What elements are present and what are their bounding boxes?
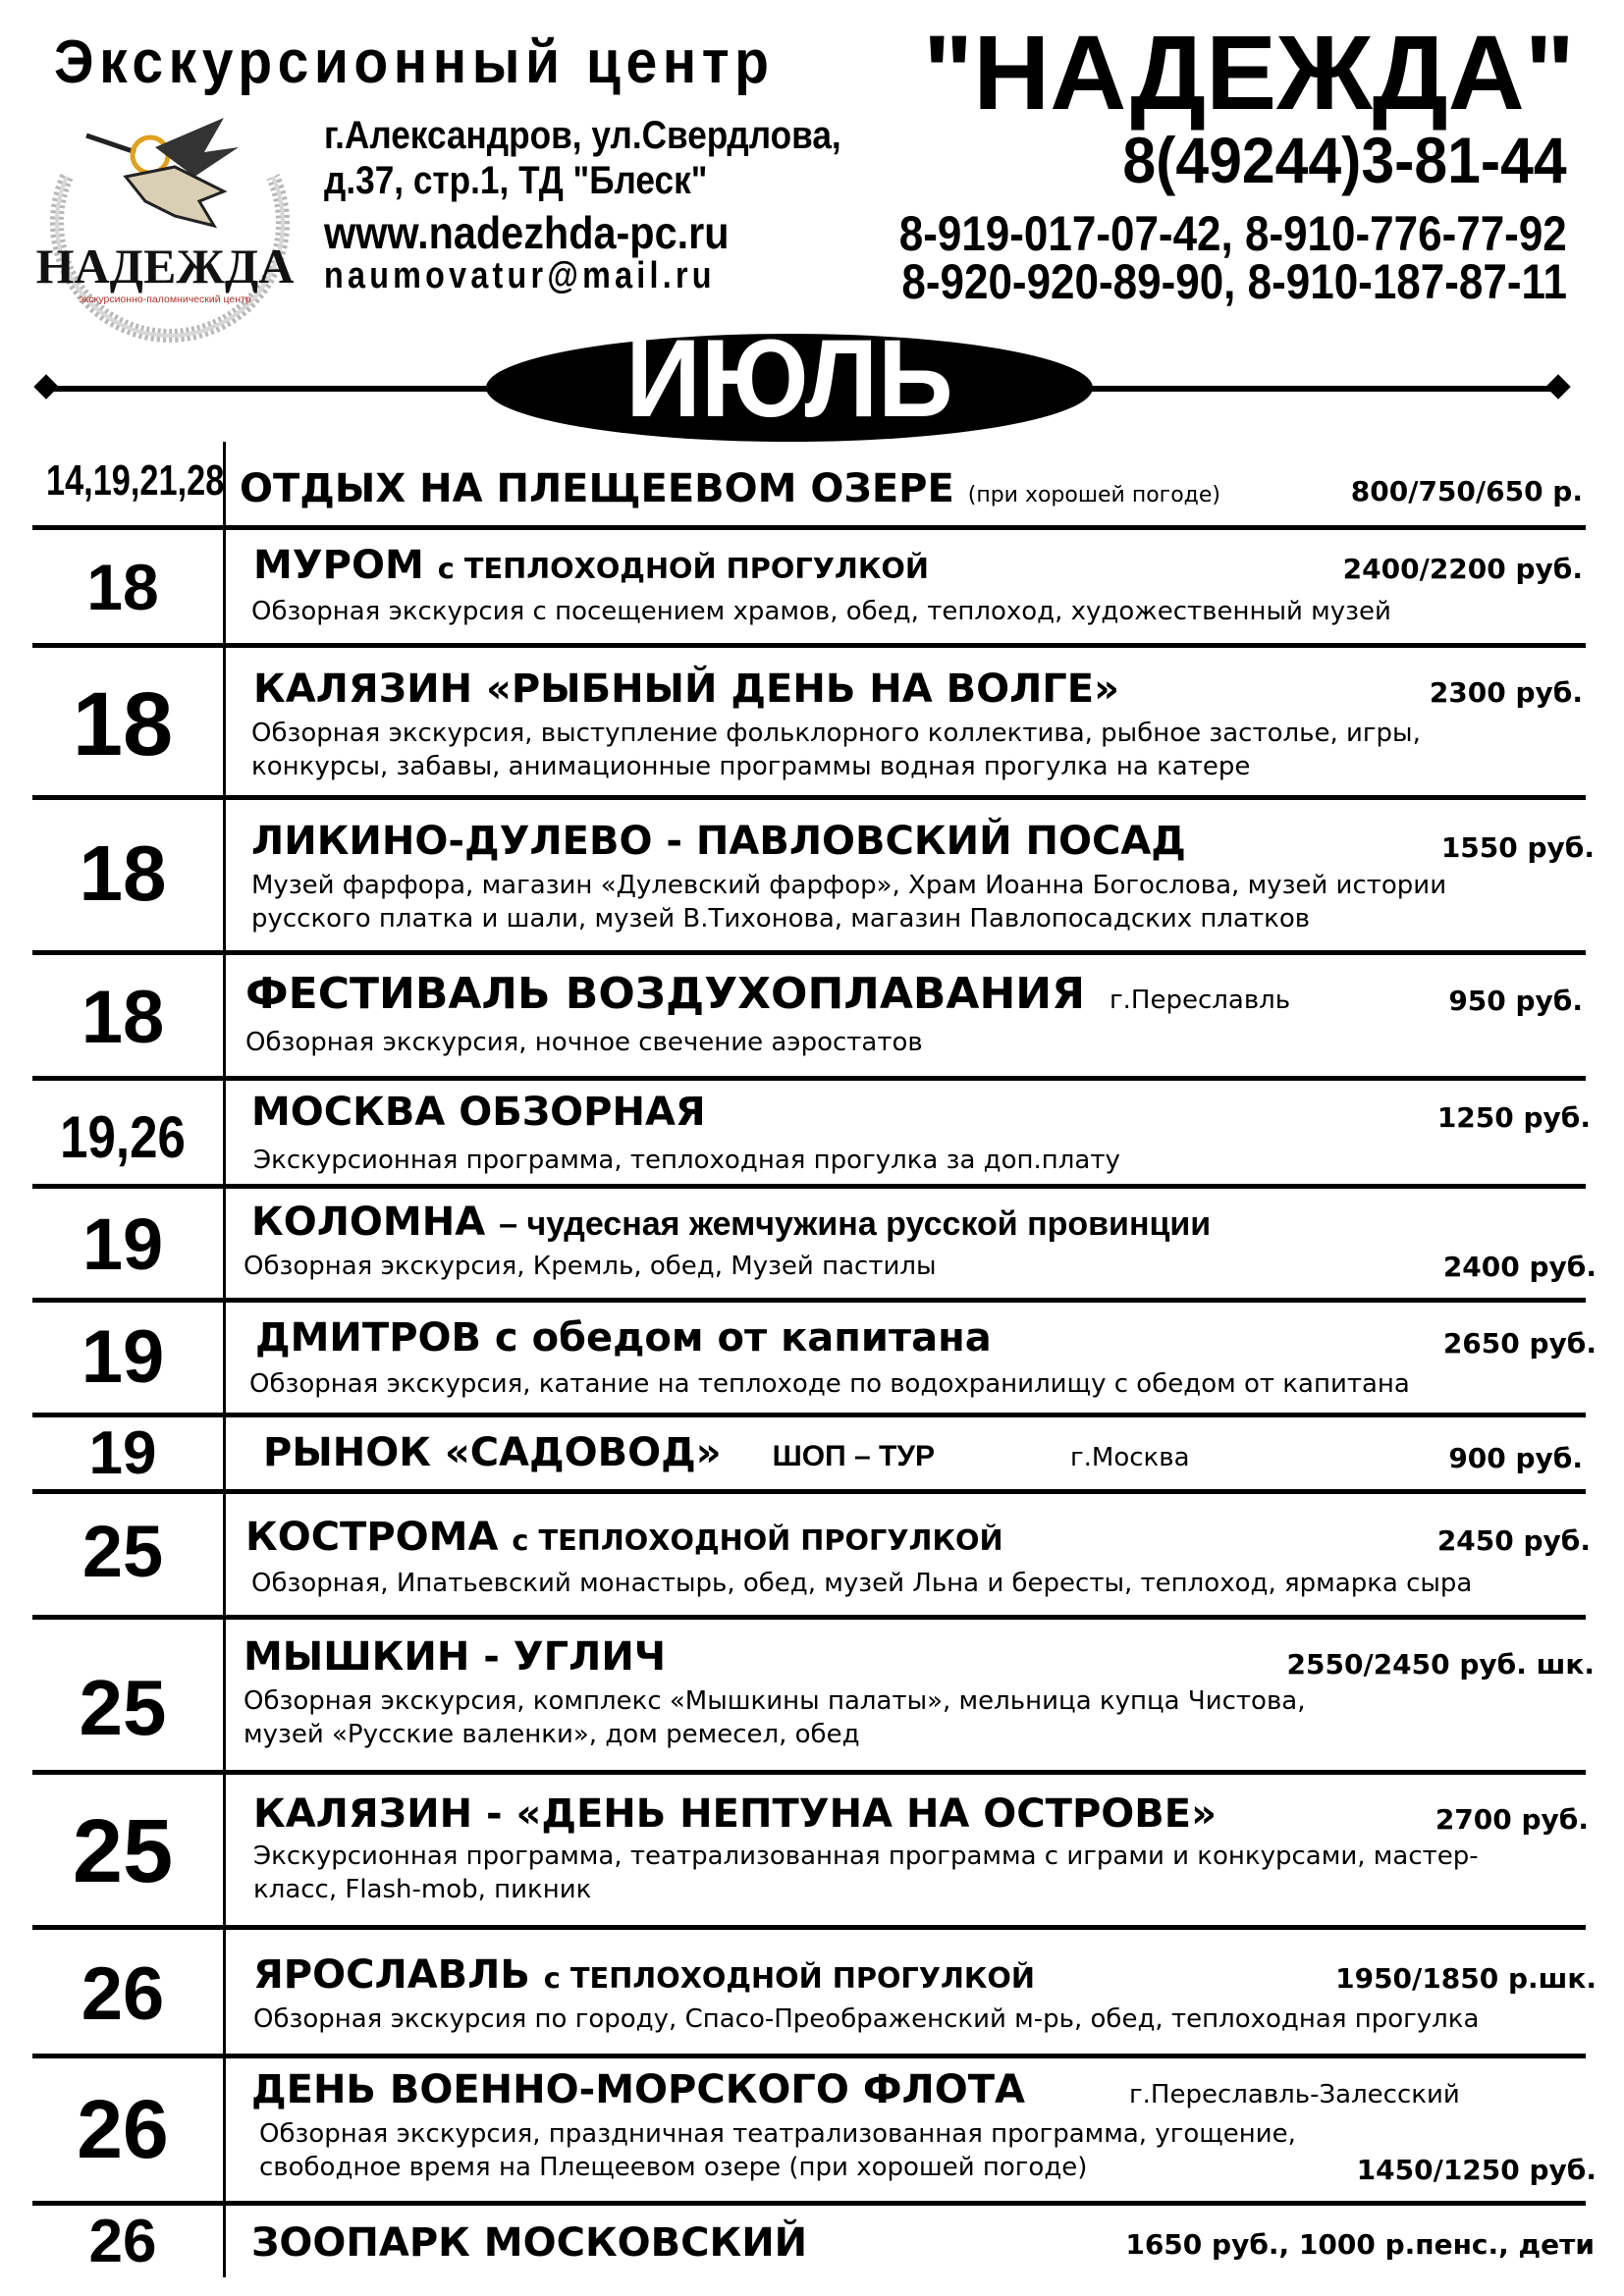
desc-line: Обзорная экскурсия, Кремль, обед, Музей пастилы	[244, 1252, 937, 1281]
tour-description	[251, 595, 1391, 628]
tour-place: г.Переславль-Залесский	[1129, 2080, 1460, 2109]
trumpet-icon	[86, 135, 135, 152]
tour-row	[0, 2206, 1624, 2279]
tour-price: 1950/1850 р.шк.	[1335, 1962, 1597, 1995]
tour-row	[0, 2058, 1624, 2201]
tour-row	[0, 800, 1624, 950]
phones-line-1: 8-919-017-07-42, 8-910-776-77-92	[898, 206, 1567, 261]
tour-title-text: КОСТРОМА	[245, 1515, 499, 1560]
arrow-right-icon	[1545, 374, 1570, 399]
tour-row	[0, 1494, 1624, 1615]
brand-name: "НАДЕЖДА"	[923, 13, 1575, 132]
tour-title	[253, 543, 929, 588]
halo-icon	[133, 137, 168, 173]
tour-price: 2700 руб.	[1435, 1803, 1589, 1836]
tour-price: 1650 руб., 1000 р.пенс., дети	[1125, 2228, 1595, 2261]
desc-line: класс, Flash-mob, пикник	[253, 1875, 592, 1904]
tour-price: 2550/2450 руб. шк.	[1286, 1648, 1595, 1681]
tour-row	[0, 1930, 1624, 2054]
logo-wordmark: НАДЕЖДА	[35, 239, 295, 294]
tour-row	[0, 1620, 1624, 1770]
tour-date: 25	[79, 1664, 167, 1751]
tour-description	[244, 1250, 937, 1283]
tour-price: 950 руб.	[1448, 985, 1583, 1017]
tour-date: 19	[81, 1315, 165, 1399]
tour-title-text: РЫНОК «САДОВОД»	[263, 1430, 722, 1475]
tour-date: 26	[88, 2208, 157, 2275]
tour-place: г.Москва	[1070, 1443, 1190, 1472]
month-title: ИЮЛЬ	[625, 317, 953, 440]
logo-subtitle: экскурсионно-паломнический центр	[79, 294, 251, 305]
tour-row	[0, 648, 1624, 795]
tour-title: ЗООПАРК МОСКОВСКИЙ	[251, 2220, 808, 2266]
tour-description	[249, 1367, 1410, 1401]
desc-line: музей «Русские валенки», дом ремесел, обед	[244, 1720, 860, 1749]
tour-price: 800/750/650 р.	[1350, 475, 1583, 507]
tour-title-text: МУРОМ	[253, 543, 424, 588]
tour-row	[0, 1775, 1624, 1925]
tour-title-text: ОТДЫХ НА ПЛЕЩЕЕВОМ ОЗЕРЕ	[240, 466, 954, 511]
desc-line: Обзорная экскурсия по городу, Спасо-Преображенский м-рь, обед, теплоходная прогулка	[253, 2004, 1480, 2034]
tour-place: г.Переславль	[1110, 986, 1291, 1015]
tour-row	[0, 1303, 1624, 1413]
tour-date: 14,19,21,28	[46, 456, 225, 505]
tour-title	[240, 466, 1221, 511]
tour-title	[263, 1430, 936, 1475]
tour-row	[0, 955, 1624, 1076]
tour-subtitle: с ТЕПЛОХОДНОЙ ПРОГУЛКОЙ	[543, 1961, 1036, 1995]
tour-subtitle: с ТЕПЛОХОДНОЙ ПРОГУЛКОЙ	[437, 552, 929, 585]
tour-date: 19	[81, 1203, 164, 1285]
tour-title	[251, 1200, 1212, 1245]
tour-price: 1450/1250 руб.	[1356, 2154, 1597, 2186]
email-link[interactable]: naumovatur@mail.ru	[324, 255, 716, 296]
tour-description	[253, 2002, 1479, 2036]
tour-subtitle: с ТЕПЛОХОДНОЙ ПРОГУЛКОЙ	[512, 1523, 1003, 1557]
desc-line: Обзорная экскурсия с посещением храмов, обед, теплоход, художественный музей	[251, 597, 1391, 626]
tour-title-text: КОЛОМНА	[251, 1200, 486, 1245]
tour-title-text: ЯРОСЛАВЛЬ	[253, 1952, 530, 1998]
tour-date: 19,26	[60, 1104, 186, 1170]
tour-subtitle: – чудесная жемчужина русской провинции	[499, 1205, 1212, 1243]
tour-title	[245, 1515, 1003, 1560]
address-line-2: д.37, стр.1, ТД "Блеск"	[324, 159, 708, 202]
tour-date: 18	[72, 674, 174, 774]
desc-line: Обзорная экскурсия, комплекс «Мышкины палаты», мельница купца Чистова,	[244, 1686, 1306, 1716]
tour-title: ДЕНЬ ВОЕННО-МОРСКОГО ФЛОТА	[251, 2067, 1025, 2112]
tour-subtitle: ШОП – ТУР	[772, 1440, 936, 1472]
tour-description	[245, 1026, 923, 1059]
tour-title: ДМИТРОВ с обедом от капитана	[255, 1315, 992, 1361]
desc-line: конкурсы, забавы, анимационные программы водная прогулка на катере	[251, 752, 1251, 781]
tour-description	[253, 1840, 1479, 1906]
desc-line: Обзорная, Ипатьевский монастырь, обед, музей Льна и бересты, теплоход, ярмарка сыра	[251, 1569, 1473, 1598]
tour-title: КАЛЯЗИН «РЫБНЫЙ ДЕНЬ НА ВОЛГЕ»	[253, 667, 1119, 712]
phone-main: 8(49244)3-81-44	[1122, 124, 1567, 196]
tour-row	[0, 1417, 1624, 1489]
header-title: Экскурсионный центр	[54, 28, 775, 96]
tour-price: 2450 руб.	[1436, 1524, 1591, 1557]
tour-date: 18	[81, 976, 165, 1059]
tour-row	[0, 442, 1624, 525]
tour-price: 1550 руб.	[1440, 831, 1595, 864]
tour-price: 1250 руб.	[1436, 1101, 1591, 1134]
desc-line: Обзорная экскурсия, праздничная театрализованная программа, угощение,	[259, 2119, 1296, 2149]
tour-price: 2300 руб.	[1429, 676, 1583, 709]
phones-line-2: 8-920-920-89-90, 8-910-187-87-11	[901, 254, 1567, 309]
desc-line: Экскурсионная программа, теплоходная прогулка за доп.плату	[253, 1146, 1120, 1175]
tour-title: ФЕСТИВАЛЬ ВОЗДУХОПЛАВАНИЯ	[245, 969, 1085, 1019]
tour-title: МЫШКИН - УГЛИЧ	[244, 1634, 667, 1680]
tour-date: 26	[81, 1952, 165, 2036]
tour-price: 900 руб.	[1448, 1442, 1583, 1474]
robe-icon	[126, 167, 224, 226]
tour-date: 19	[88, 1419, 157, 1487]
arrow-left-icon	[33, 374, 58, 399]
tour-price: 2650 руб.	[1442, 1327, 1597, 1360]
tour-date: 18	[79, 829, 167, 917]
tour-description	[251, 717, 1421, 783]
tour-row	[0, 530, 1624, 643]
tour-description	[251, 869, 1446, 935]
desc-line: свободное время на Плещеевом озере (при хорошей погоде)	[259, 2153, 1088, 2182]
logo	[27, 108, 302, 363]
tour-title: ЛИКИНО-ДУЛЕВО - ПАВЛОВСКИЙ ПОСАД	[251, 819, 1186, 864]
tour-row	[0, 1189, 1624, 1298]
tour-title	[253, 1952, 1036, 1998]
tour-note: (при хорошей погоде)	[967, 483, 1221, 507]
tour-description	[253, 1144, 1120, 1177]
desc-line: Экскурсионная программа, театрализованная программа с играми и конкурсами, мастер-	[253, 1842, 1479, 1871]
tour-price: 2400 руб.	[1442, 1251, 1597, 1283]
tour-date: 26	[77, 2083, 169, 2175]
desc-line: Обзорная экскурсия, выступление фольклорного коллектива, рыбное застолье, игры,	[251, 719, 1421, 748]
tour-title: МОСКВА ОБЗОРНАЯ	[251, 1090, 706, 1135]
angel-emblem-icon	[27, 108, 302, 363]
desc-line: Музей фарфора, магазин «Дулевский фарфор», Храм Иоанна Богослова, музей истории	[251, 871, 1447, 900]
address-line-1: г.Александров, ул.Свердлова,	[324, 114, 841, 157]
desc-line: русского платка и шали, музей В.Тихонова, магазин Павлопосадских платков	[251, 904, 1311, 934]
tour-price: 2400/2200 руб.	[1342, 553, 1583, 585]
tour-date: 18	[86, 551, 159, 623]
tour-description	[251, 1567, 1472, 1600]
tour-description	[244, 1684, 1305, 1751]
tour-title: КАЛЯЗИН - «ДЕНЬ НЕПТУНА НА ОСТРОВЕ»	[253, 1791, 1217, 1837]
tour-date: 25	[72, 1801, 174, 1901]
tour-date: 25	[81, 1511, 164, 1592]
desc-line: Обзорная экскурсия, катание на теплоходе по водохранилищу с обедом от капитана	[249, 1369, 1410, 1399]
desc-line: Обзорная экскурсия, ночное свечение аэростатов	[245, 1028, 923, 1057]
website-link[interactable]: www.nadezhda-pc.ru	[324, 207, 730, 258]
tour-description	[259, 2117, 1296, 2184]
tour-row	[0, 1081, 1624, 1184]
